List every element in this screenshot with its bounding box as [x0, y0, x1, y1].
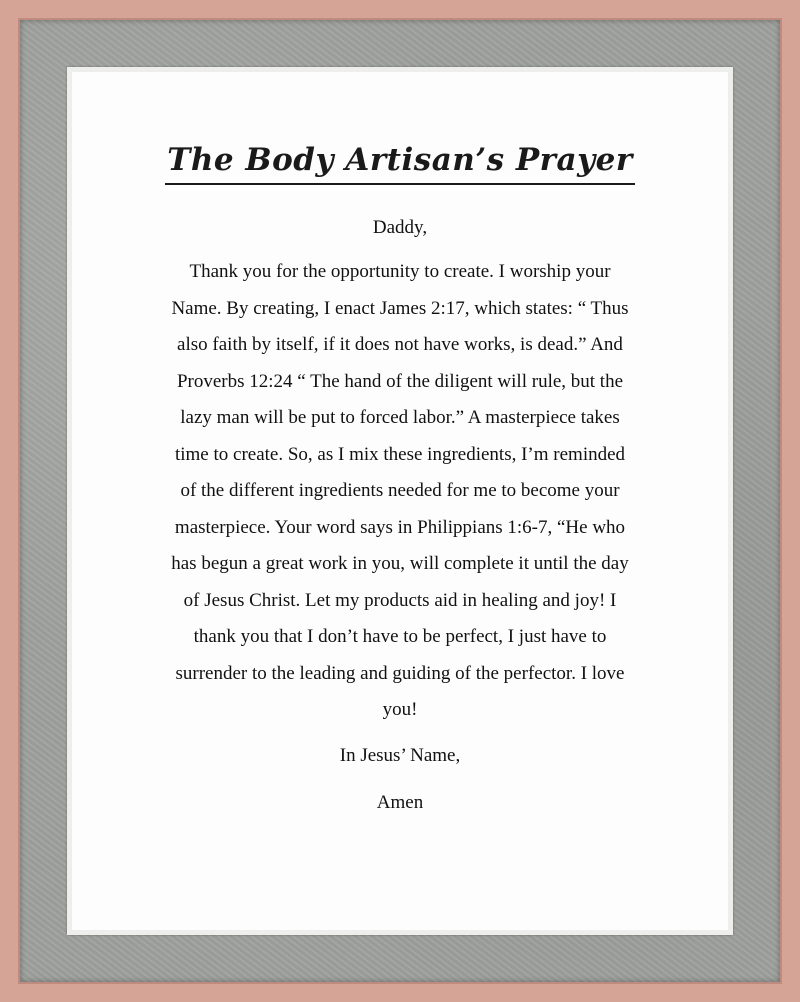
prayer-body: [0, 254, 800, 729]
prayer-line: of the different ingredients needed for me to become your: [180, 480, 620, 501]
signoff-line: Amen: [376, 792, 424, 813]
salutation: Daddy,: [372, 217, 428, 238]
prayer-line: you!: [382, 699, 418, 720]
prayer-line: time to create. So, as I mix these ingredients, I’m reminded: [174, 443, 626, 465]
closing-line: In Jesus’ Name,: [339, 745, 461, 766]
prayer-line: thank you that I don’t have to be perfect, I just have to: [193, 626, 607, 647]
prayer-line: of Jesus Christ. Let my products aid in healing and joy! I: [183, 589, 617, 611]
prayer-line: masterpiece. Your word says in Philippians 1:6-7, “He who: [174, 516, 626, 538]
document-title-wrapper: [0, 140, 800, 185]
prayer-line: surrender to the leading and guiding of the perfector. I love: [175, 662, 625, 684]
prayer-line: Proverbs 12:24 “ The hand of the diligent will rule, but the: [176, 370, 624, 392]
prayer-line: has begun a great work in you, will complete it until the day: [171, 553, 629, 574]
prayer-line: Thank you for the opportunity to create. I worship your: [189, 261, 611, 282]
document-title: The Body Artisan’s Prayer: [165, 140, 634, 185]
prayer-line: lazy man will be put to forced labor.” A masterpiece takes: [180, 407, 620, 428]
prayer-line: Name. By creating, I enact James 2:17, which states: “ Thus: [171, 297, 629, 319]
prayer-line: also faith by itself, if it does not have works, is dead.” And: [177, 334, 623, 355]
